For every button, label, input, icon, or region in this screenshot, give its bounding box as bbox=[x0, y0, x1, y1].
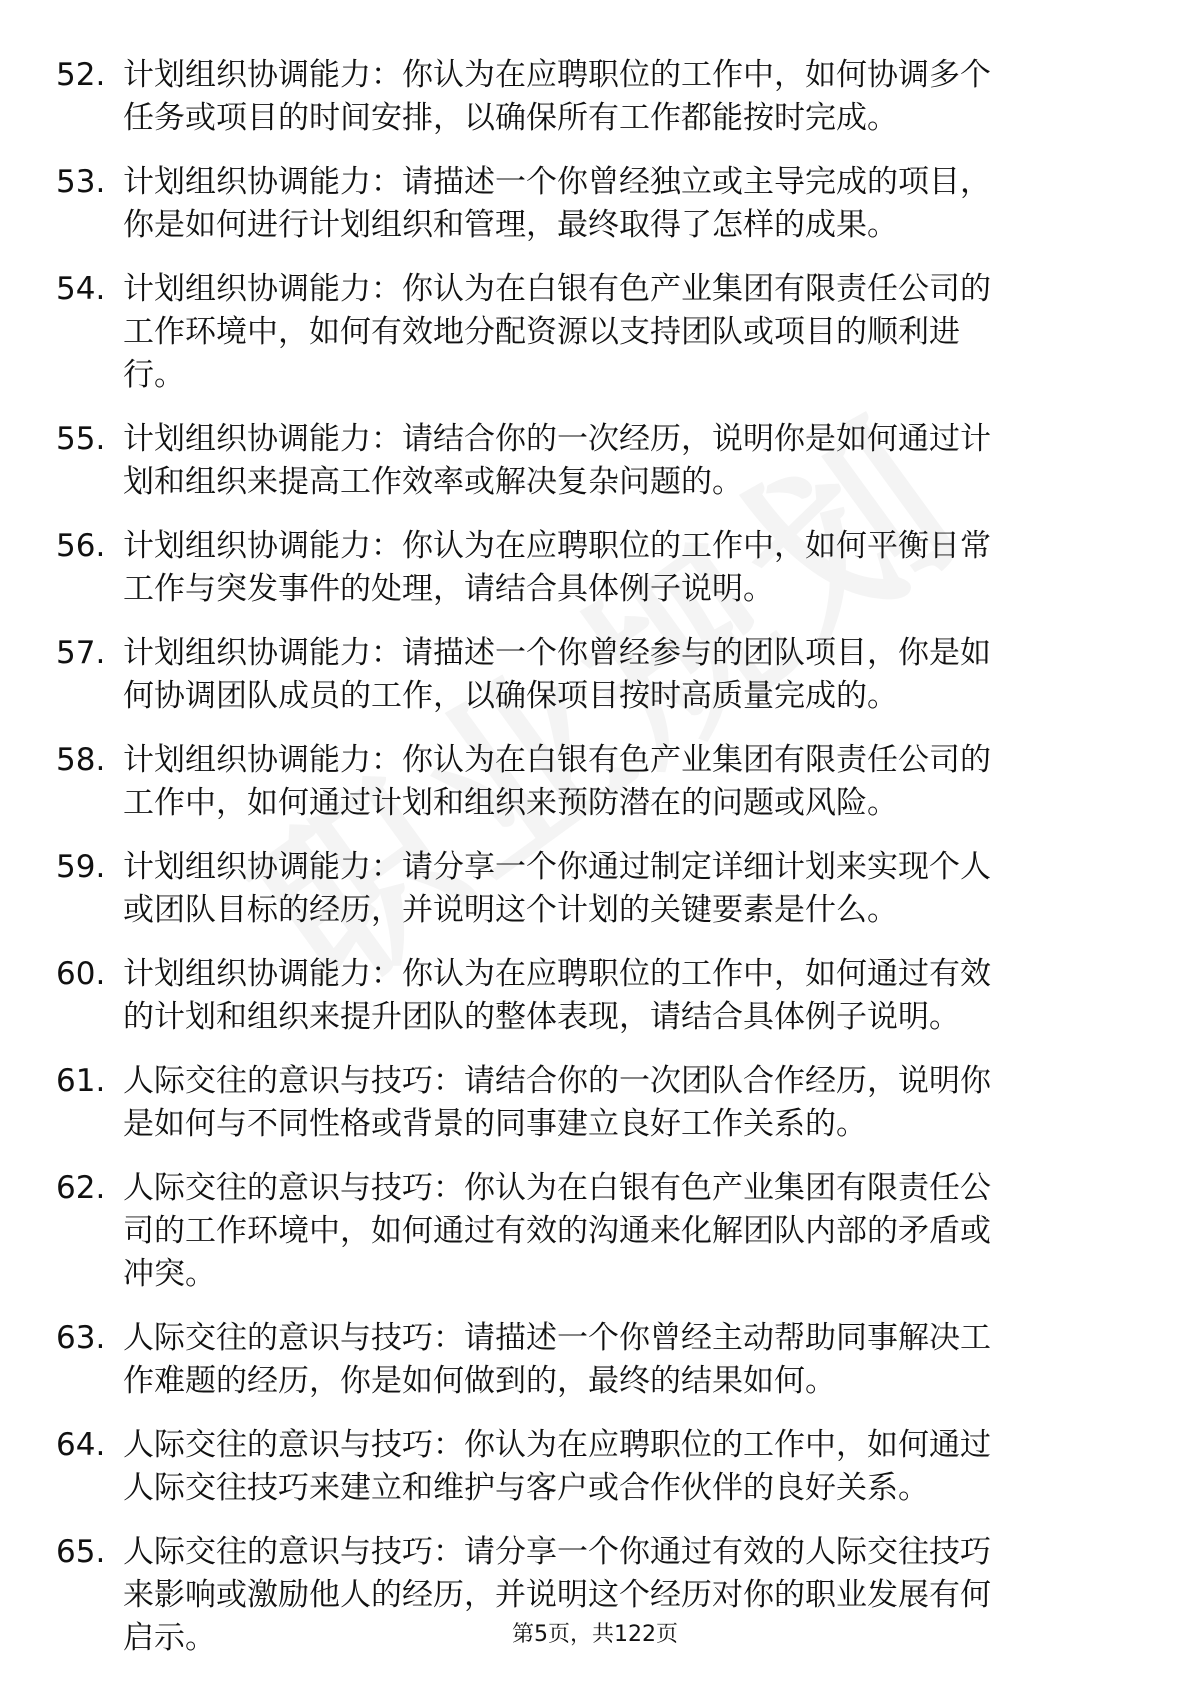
question-text: 计划组织协调能力：你认为在白银有色产业集团有限责任公司的 工作中，如何通过计划和组织来预防潜在的问题或风险。 bbox=[123, 742, 991, 821]
question-item-57 bbox=[56, 632, 1116, 718]
question-text: 人际交往的意识与技巧：请分享一个你通过有效的人际交往技巧 来影响或激励他人的经历，并说明这个经历对你的职业发展有何 启示。 bbox=[123, 1534, 991, 1656]
question-text: 人际交往的意识与技巧：请描述一个你曾经主动帮助同事解决工 作难题的经历，你是如何做到的，最终的结果如何。 bbox=[123, 1320, 991, 1399]
question-number: 52. bbox=[56, 57, 106, 93]
question-number: 65. bbox=[56, 1534, 106, 1570]
question-text: 计划组织协调能力：你认为在应聘职位的工作中，如何协调多个 任务或项目的时间安排，以确保所有工作都能按时完成。 bbox=[123, 57, 991, 136]
question-item-62 bbox=[56, 1167, 1116, 1296]
question-item-63 bbox=[56, 1317, 1116, 1403]
question-item-55 bbox=[56, 418, 1116, 504]
question-item-59 bbox=[56, 846, 1116, 932]
question-text: 计划组织协调能力：请描述一个你曾经参与的团队项目，你是如 何协调团队成员的工作，以确保项目按时高质量完成的。 bbox=[123, 635, 991, 714]
question-item-54 bbox=[56, 268, 1116, 397]
question-number: 53. bbox=[56, 164, 106, 200]
question-number: 56. bbox=[56, 528, 106, 564]
question-number: 55. bbox=[56, 421, 106, 457]
question-item-52 bbox=[56, 54, 1116, 140]
question-text: 人际交往的意识与技巧：请结合你的一次团队合作经历，说明你 是如何与不同性格或背景的同事建立良好工作关系的。 bbox=[123, 1063, 991, 1142]
question-item-61 bbox=[56, 1060, 1116, 1146]
question-text: 计划组织协调能力：请描述一个你曾经独立或主导完成的项目， 你是如何进行计划组织和管理，最终取得了怎样的成果。 bbox=[123, 164, 991, 243]
question-number: 62. bbox=[56, 1170, 106, 1206]
question-text: 计划组织协调能力：你认为在应聘职位的工作中，如何平衡日常 工作与突发事件的处理，请结合具体例子说明。 bbox=[123, 528, 991, 607]
question-text: 人际交往的意识与技巧：你认为在应聘职位的工作中，如何通过 人际交往技巧来建立和维护与客户或合作伙伴的良好关系。 bbox=[123, 1427, 991, 1506]
question-number: 60. bbox=[56, 956, 106, 992]
question-number: 59. bbox=[56, 849, 106, 885]
question-item-64 bbox=[56, 1424, 1116, 1510]
question-text: 计划组织协调能力：你认为在白银有色产业集团有限责任公司的 工作环境中，如何有效地分配资源以支持团队或项目的顺利进 行。 bbox=[123, 271, 991, 393]
question-text: 人际交往的意识与技巧：你认为在白银有色产业集团有限责任公 司的工作环境中，如何通过有效的沟通来化解团队内部的矛盾或 冲突。 bbox=[123, 1170, 991, 1292]
question-list bbox=[56, 54, 1116, 1681]
question-number: 57. bbox=[56, 635, 106, 671]
question-text: 计划组织协调能力：请结合你的一次经历，说明你是如何通过计 划和组织来提高工作效率或解决复杂问题的。 bbox=[123, 421, 991, 500]
question-item-58 bbox=[56, 739, 1116, 825]
page-footer: 第5页，共122页 bbox=[512, 1622, 678, 1647]
question-number: 63. bbox=[56, 1320, 106, 1356]
question-number: 64. bbox=[56, 1427, 106, 1463]
question-number: 61. bbox=[56, 1063, 106, 1099]
question-text: 计划组织协调能力：请分享一个你通过制定详细计划来实现个人 或团队目标的经历，并说明这个计划的关键要素是什么。 bbox=[123, 849, 991, 928]
question-item-53 bbox=[56, 161, 1116, 247]
question-text: 计划组织协调能力：你认为在应聘职位的工作中，如何通过有效 的计划和组织来提升团队的整体表现，请结合具体例子说明。 bbox=[123, 956, 991, 1035]
question-number: 58. bbox=[56, 742, 106, 778]
question-number: 54. bbox=[56, 271, 106, 307]
question-item-60 bbox=[56, 953, 1116, 1039]
question-item-56 bbox=[56, 525, 1116, 611]
